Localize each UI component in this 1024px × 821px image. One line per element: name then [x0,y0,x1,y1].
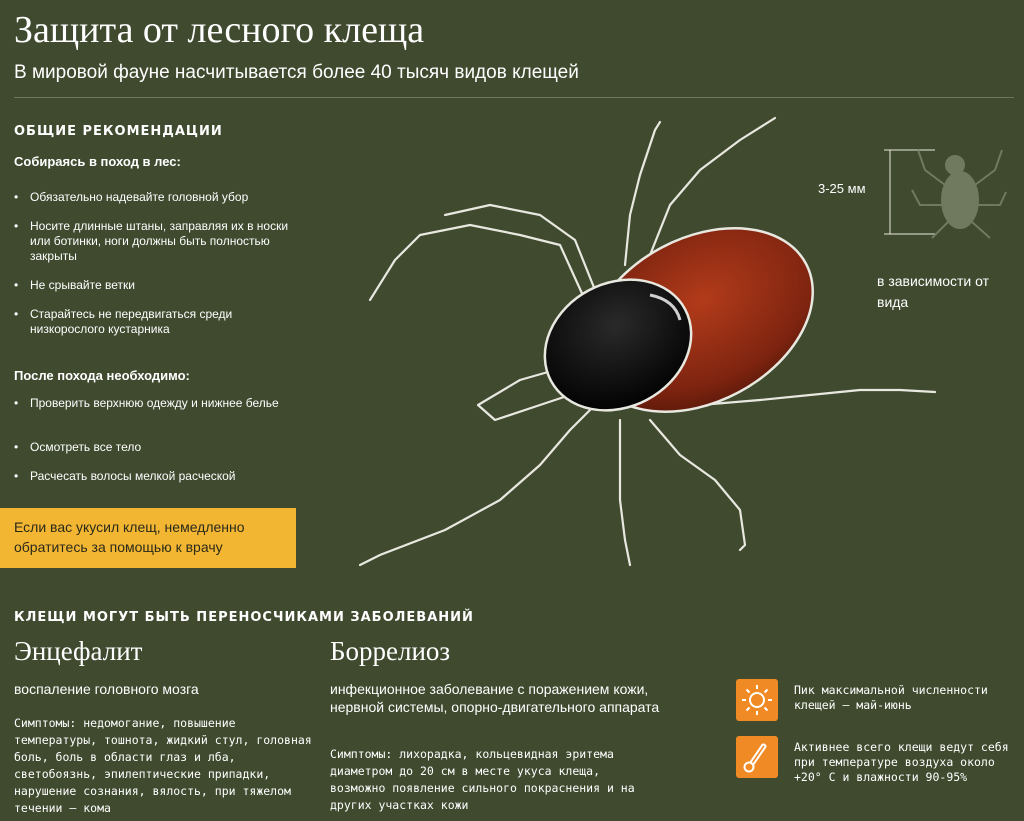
after-item: • Проверить верхнюю одежду и нижнее белье [14,396,304,411]
small-tick-silhouette [912,150,1006,238]
before-item: • Не срывайте ветки [14,278,314,293]
size-scale [884,150,935,234]
encephalitis-symptoms: Симптомы: недомогание, повышение температуры, тошнота, жидкий стул, головная боль, боль в области глаз и лба, светобоязнь, эпилептические припадки, нарушение сознания, вялость, при тяжелом течении – кома [14,716,312,815]
after-hike-heading: После похода необходимо: [14,368,190,383]
fact-peak-season: Пик максимальной численности клещей – май-июнь [794,683,988,712]
before-hike-heading: Собираясь в поход в лес: [14,154,181,169]
sun-icon [736,679,778,721]
before-item: • Старайтесь не передвигаться среди низкорослого кустарника [14,307,234,337]
bite-alert: Если вас укусил клещ, немедленно обратитесь за помощью к врачу [0,508,296,568]
after-item: • Осмотреть все тело [14,440,314,455]
size-label: 3-25 мм [818,181,866,196]
borreliosis-description: инфекционное заболевание с поражением кожи, нервной системы, опорно-двигательного аппарата [330,681,660,715]
encephalitis-title: Энцефалит [14,636,143,666]
after-item: • Расчесать волосы мелкой расческой [14,469,314,484]
diseases-heading: КЛЕЩИ МОГУТ БЫТЬ ПЕРЕНОСЧИКАМИ ЗАБОЛЕВАНИЙ [14,610,474,625]
encephalitis-description: воспаление головного мозга [14,681,199,697]
before-item: • Обязательно надевайте головной убор [14,190,314,205]
header-divider [14,97,1014,98]
page-title: Защита от лесного клеща [14,9,425,51]
fact-activity-conditions: Активнее всего клещи ведут себя при температуре воздуха около +20° С и влажности 90-95% [794,740,1009,784]
size-note: в зависимости от вида [877,273,990,310]
before-item: • Носите длинные штаны, заправляя их в носки или ботинки, ноги должны быть полностью закрыты [14,219,304,264]
borreliosis-title: Боррелиоз [330,636,451,666]
borreliosis-symptoms: Симптомы: лихорадка, кольцевидная эритема диаметром до 20 см в месте укуса клеща, возможно появление сильного покраснения и на других участках кожи [330,747,635,812]
page-subtitle: В мировой фауне насчитывается более 40 тысяч видов клещей [14,62,579,83]
thermometer-icon [736,736,778,778]
recommendations-heading: ОБЩИЕ РЕКОМЕНДАЦИИ [14,124,223,139]
